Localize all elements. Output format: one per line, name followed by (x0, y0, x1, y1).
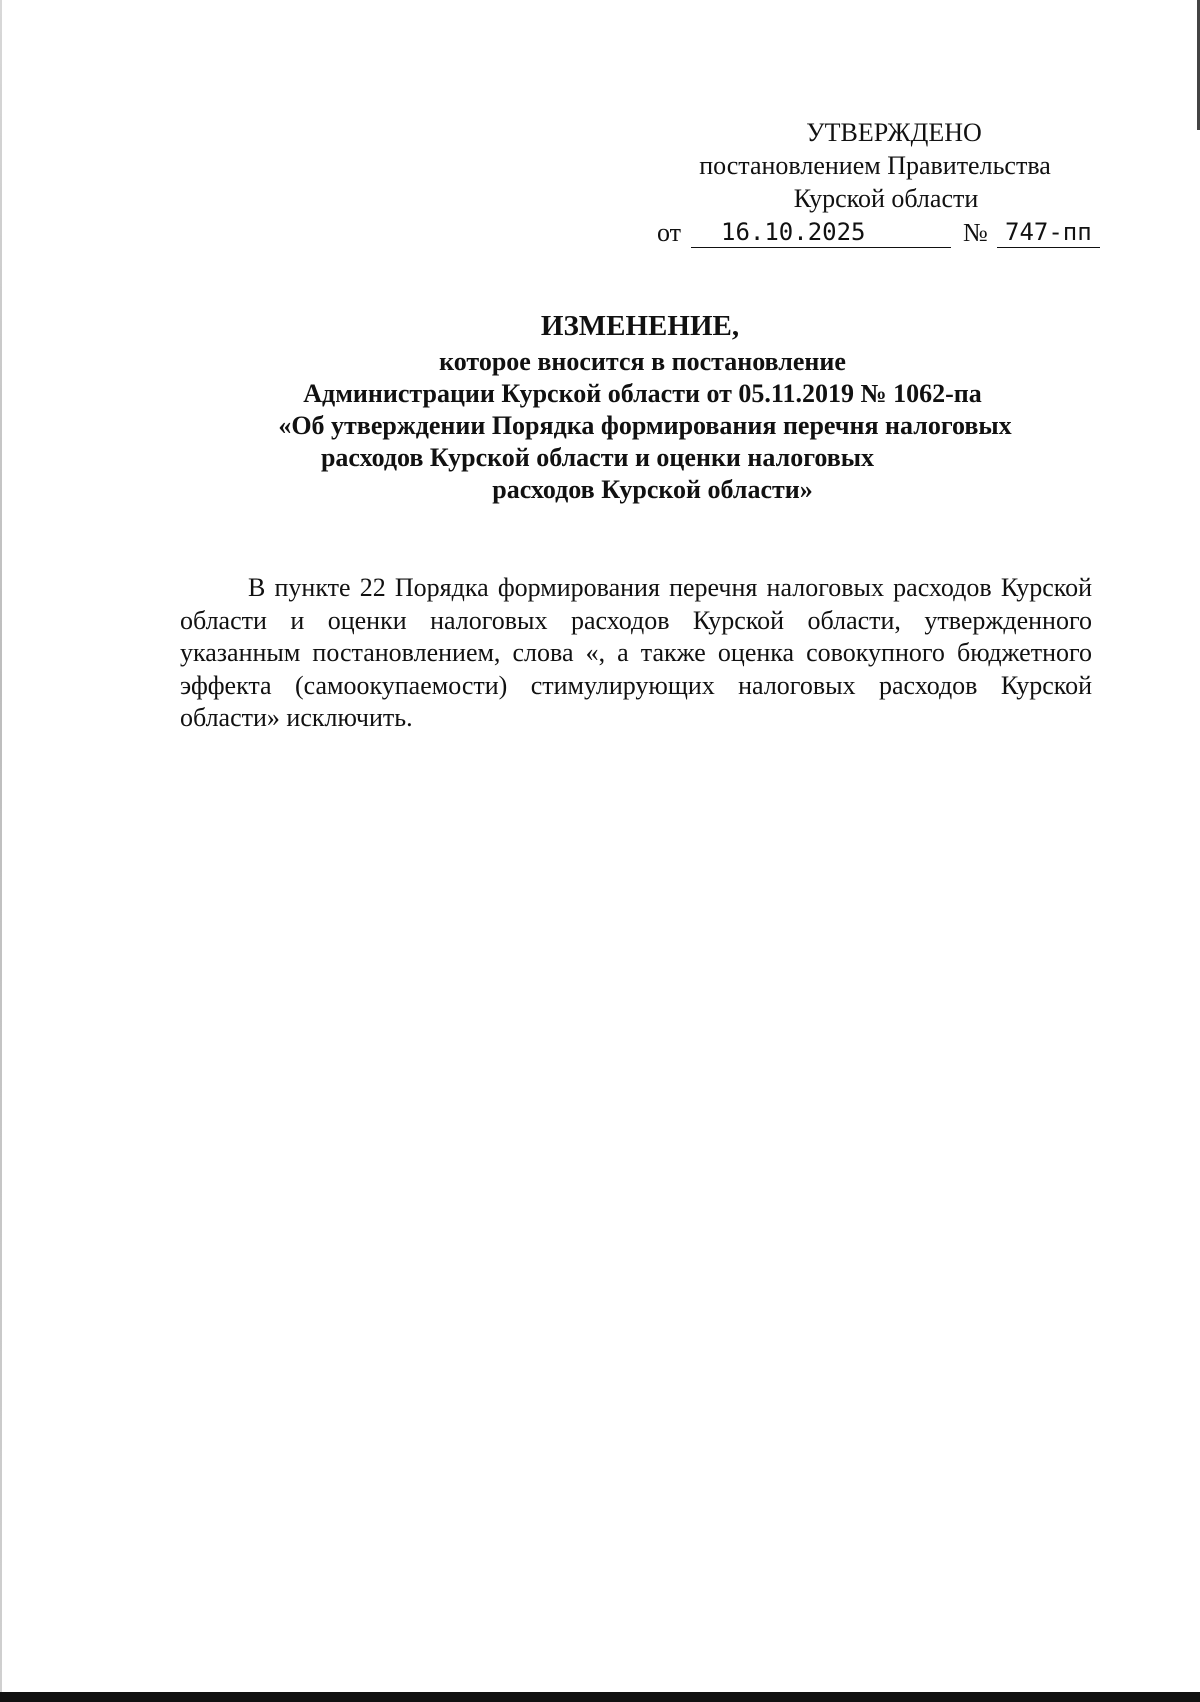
title-line-2: Администрации Курской области от 05.11.2019 № 1062-па (303, 379, 982, 408)
title-line-1: которое вносится в постановление (439, 347, 846, 376)
number-label: № (963, 218, 988, 247)
approval-date: 16.10.2025 (691, 218, 951, 248)
from-label: от (657, 218, 682, 247)
approved-region: Курской области (793, 184, 979, 213)
approval-date-line (657, 218, 1097, 252)
document-heading: ИЗМЕНЕНИЕ, (540, 310, 740, 342)
body-paragraph: В пункте 22 Порядка формирования перечня налоговых расходов Курской области и оценки налоговых расходов Курской области, утвержденного указанным постановлением, слова «, а также оценка совокупного бюджетного эффекта (самоокупаемости) стимулирующих налоговых расходов Курской области» исключить. (180, 573, 1092, 732)
approved-by-line: постановлением Правительства (699, 151, 1051, 180)
document-title-block (180, 306, 1080, 506)
approval-stamp-block (660, 116, 1090, 215)
scan-edge-left (0, 0, 2, 1702)
approved-label: УТВЕРЖДЕНО (806, 118, 982, 147)
scan-edge-bottom (0, 1692, 1200, 1702)
title-line-4: расходов Курской области и оценки налоговых (320, 443, 875, 472)
title-line-3: «Об утверждении Порядка формирования перечня налоговых (278, 411, 1012, 440)
approval-number: 747-пп (997, 218, 1100, 248)
title-line-5: расходов Курской области» (492, 475, 813, 504)
